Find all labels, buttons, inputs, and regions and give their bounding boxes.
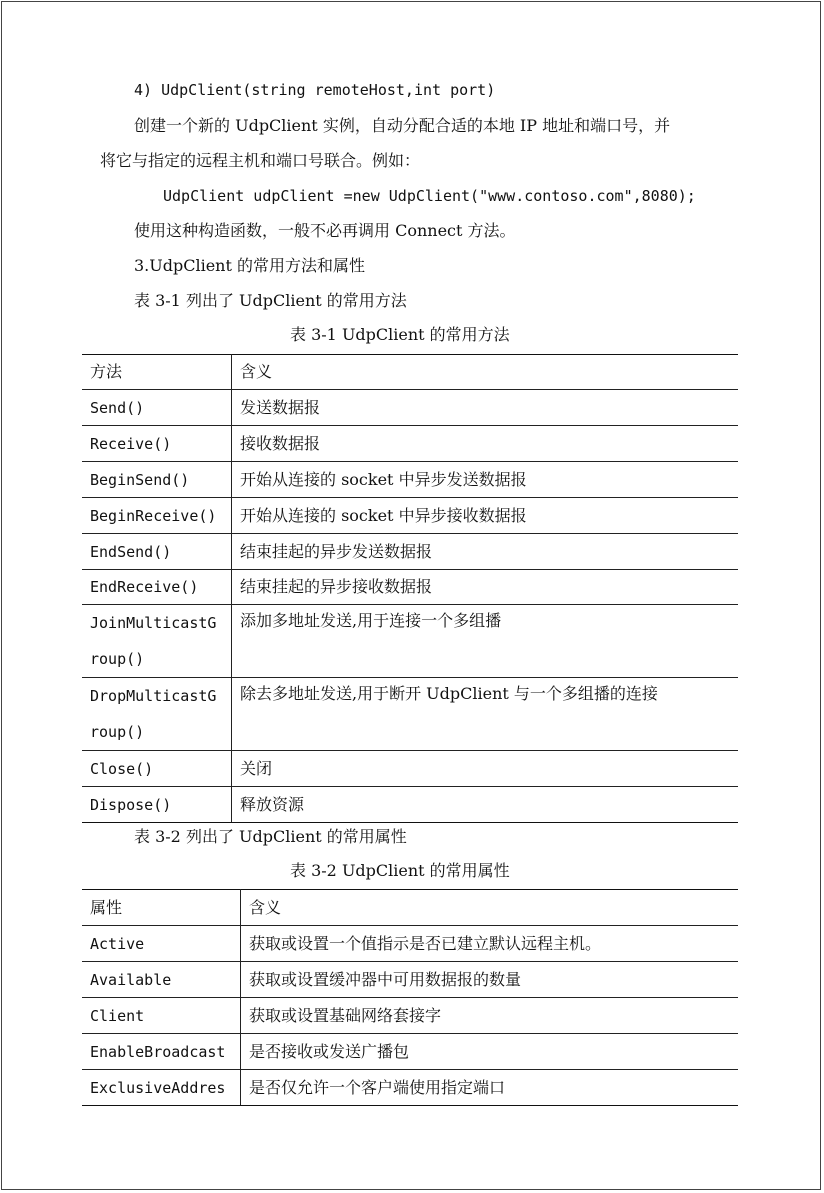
code-example: UdpClient udpClient =new UdpClient("www.contoso.com",8080); (163, 187, 696, 205)
method-name: JoinMulticastGroup() (90, 614, 217, 668)
property-name: Client (90, 1006, 145, 1025)
table-header-cell: 方法 (82, 355, 232, 390)
table-row (82, 390, 738, 426)
table-row (82, 751, 738, 787)
constructor-heading: 4) UdpClient(string remoteHost,int port) (134, 81, 496, 99)
methods-table (82, 354, 738, 823)
properties-table (82, 889, 738, 1106)
method-meaning: 关闭 (232, 751, 739, 787)
property-meaning: 是否仅允许一个客户端使用指定端口 (241, 1070, 739, 1106)
property-meaning: 获取或设置一个值指示是否已建立默认远程主机。 (241, 926, 739, 962)
method-meaning: 释放资源 (232, 787, 739, 823)
property-meaning: 获取或设置基础网络套接字 (241, 998, 739, 1034)
properties-table-caption: 表 3-2 UdpClient 的常用属性 (290, 861, 510, 880)
table-row (82, 1070, 738, 1106)
table-row (82, 534, 738, 570)
table-row (82, 998, 738, 1034)
table-row (82, 787, 738, 823)
table-header-cell: 含义 (241, 890, 739, 926)
method-meaning: 结束挂起的异步发送数据报 (232, 534, 739, 570)
method-meaning: 添加多地址发送,用于连接一个多组播 (232, 605, 739, 678)
table-row (82, 926, 738, 962)
table-header-row (82, 890, 738, 926)
method-name: EndSend() (90, 542, 172, 561)
method-name: Send() (90, 398, 145, 417)
method-meaning: 开始从连接的 socket 中异步接收数据报 (232, 498, 739, 534)
property-name: EnableBroadcast (90, 1042, 226, 1061)
section-heading: 3.UdpClient 的常用方法和属性 (134, 256, 366, 275)
property-meaning: 是否接收或发送广播包 (241, 1034, 739, 1070)
method-meaning: 开始从连接的 socket 中异步发送数据报 (232, 462, 739, 498)
method-meaning: 除去多地址发送,用于断开 UdpClient 与一个多组播的连接 (232, 678, 739, 751)
table-row (82, 962, 738, 998)
methods-table-caption: 表 3-1 UdpClient 的常用方法 (290, 325, 510, 344)
constructor-note: 使用这种构造函数，一般不必再调用 Connect 方法。 (134, 221, 516, 240)
property-name: Available (90, 970, 172, 989)
table-row (82, 678, 738, 751)
table-header-row (82, 355, 738, 390)
table-row (82, 426, 738, 462)
property-name: Active (90, 934, 145, 953)
table-header-cell: 含义 (232, 355, 739, 390)
property-name: ExclusiveAddres (90, 1078, 226, 1097)
table-header-cell: 属性 (82, 890, 241, 926)
method-name: EndReceive() (90, 578, 199, 596)
table-row (82, 605, 738, 678)
method-name: Close() (90, 759, 154, 778)
methods-intro: 表 3-1 列出了 UdpClient 的常用方法 (134, 291, 407, 310)
method-name: BeginReceive() (90, 506, 217, 525)
method-name: Receive() (90, 434, 172, 453)
property-meaning: 获取或设置缓冲器中可用数据报的数量 (241, 962, 739, 998)
table-row (82, 498, 738, 534)
method-meaning: 发送数据报 (232, 390, 739, 426)
method-meaning: 结束挂起的异步接收数据报 (232, 570, 739, 605)
constructor-description-line2: 将它与指定的远程主机和端口号联合。例如： (100, 151, 421, 170)
properties-intro: 表 3-2 列出了 UdpClient 的常用属性 (134, 827, 407, 846)
method-name: BeginSend() (90, 470, 190, 489)
table-row (82, 570, 738, 605)
table-row (82, 462, 738, 498)
table-row (82, 1034, 738, 1070)
method-name: DropMulticastGroup() (90, 687, 217, 741)
constructor-description-line1: 创建一个新的 UdpClient 实例，自动分配合适的本地 IP 地址和端口号，并 (134, 116, 671, 135)
method-meaning: 接收数据报 (232, 426, 739, 462)
method-name: Dispose() (90, 795, 172, 814)
